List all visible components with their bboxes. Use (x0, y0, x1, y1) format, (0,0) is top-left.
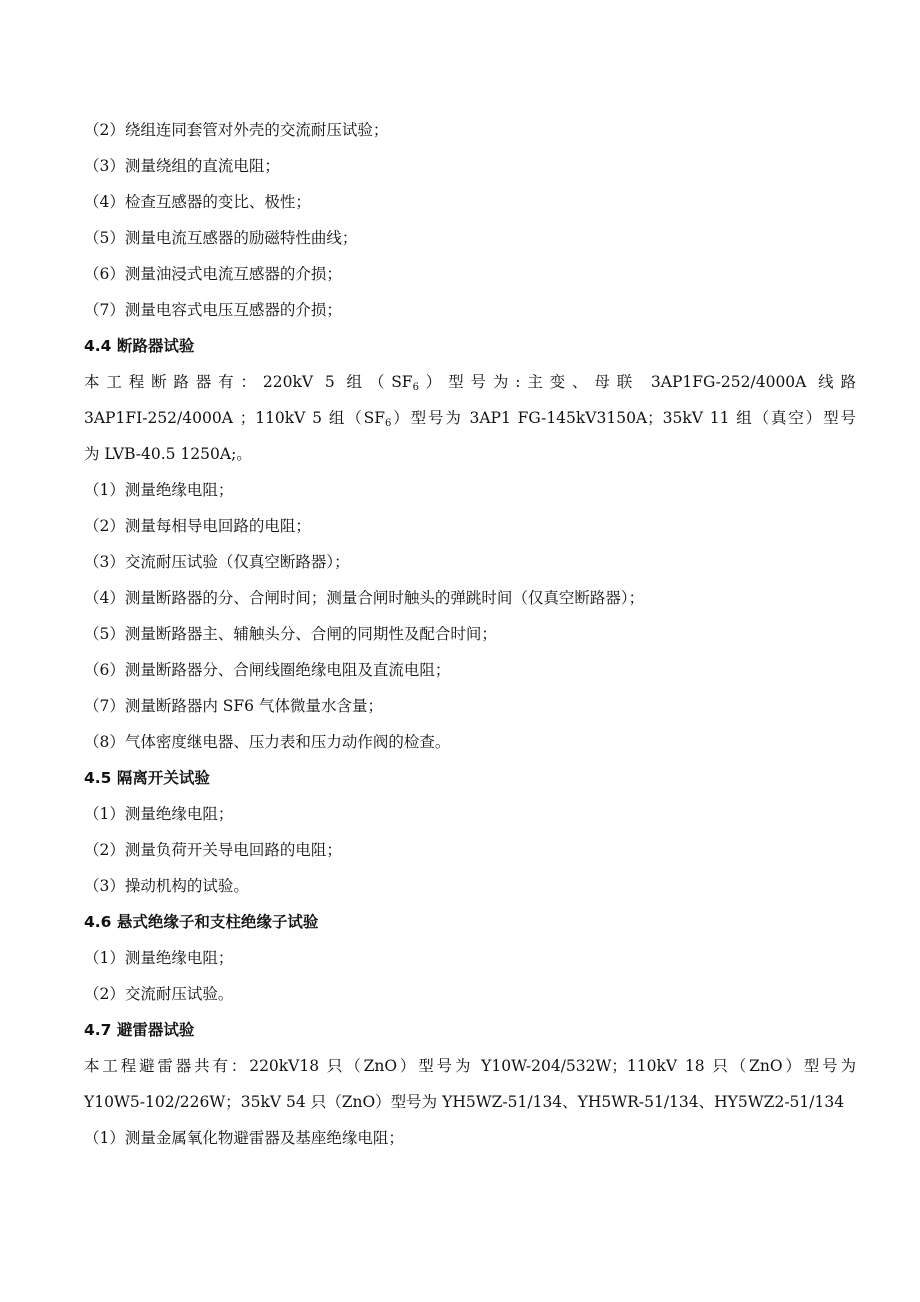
intro-paragraph-line (84, 400, 856, 436)
intro-text: 本工程断路器有：220kV 5 组（SF (84, 373, 413, 391)
intro-paragraph-line: 本工程避雷器共有：220kV18 只（ZnO）型号为 Y10W-204/532W；110kV 18 只（ZnO）型号为 (84, 1057, 856, 1075)
list-item: （1）测量金属氧化物避雷器及基座绝缘电阻； (84, 1129, 404, 1147)
section-heading: 4.5 隔离开关试验 (84, 769, 210, 787)
list-item: （6）测量断路器分、合闸线圈绝缘电阻及直流电阻； (84, 661, 451, 679)
section-4-3-items (84, 112, 856, 328)
list-item: （6）测量油浸式电流互感器的介损； (84, 265, 342, 283)
intro-text: ）型号为:主变、母联 3AP1FG-252/4000A 线路 (418, 373, 857, 391)
list-item: （4）测量断路器的分、合闸时间；测量合闸时触头的弹跳时间（仅真空断路器）； (84, 589, 645, 607)
section-4-7 (84, 1012, 856, 1156)
list-item: （1）测量绝缘电阻； (84, 949, 234, 967)
intro-paragraph-line: 为 LVB-40.5 1250A;。 (84, 445, 252, 463)
section-heading: 4.7 避雷器试验 (84, 1021, 195, 1039)
list-item: （5）测量断路器主、辅触头分、合闸的同期性及配合时间； (84, 625, 497, 643)
intro-paragraph-line (84, 364, 856, 400)
list-item: （3）操动机构的试验。 (84, 877, 249, 895)
intro-paragraph-line: Y10W5-102/226W；35kV 54 只（ZnO）型号为 YH5WZ-51/134、YH5WR-51/134、HY5WZ2-51/134 (84, 1093, 845, 1111)
list-item: （8）气体密度继电器、压力表和压力动作阀的检查。 (84, 733, 451, 751)
list-item: （3）测量绕组的直流电阻； (84, 157, 280, 175)
document-page (84, 112, 856, 1156)
list-item: （2）测量每相导电回路的电阻； (84, 517, 311, 535)
list-item: （3）交流耐压试验（仅真空断路器）； (84, 553, 350, 571)
intro-text: 3AP1FI-252/4000A ；110kV 5 组（SF (84, 409, 385, 427)
section-heading: 4.6 悬式绝缘子和支柱绝缘子试验 (84, 913, 319, 931)
list-item: （2）交流耐压试验。 (84, 985, 234, 1003)
section-4-4 (84, 328, 856, 760)
list-item: （7）测量电容式电压互感器的介损； (84, 301, 342, 319)
subscript: 6 (384, 418, 392, 429)
list-item: （2）测量负荷开关导电回路的电阻； (84, 841, 342, 859)
list-item: （2）绕组连同套管对外壳的交流耐压试验； (84, 121, 389, 139)
subscript: 6 (412, 382, 419, 393)
section-4-6 (84, 904, 856, 1012)
section-heading: 4.4 断路器试验 (84, 337, 195, 355)
section-4-5 (84, 760, 856, 904)
list-item: （1）测量绝缘电阻； (84, 805, 234, 823)
list-item: （7）测量断路器内 SF6 气体微量水含量； (84, 697, 383, 715)
list-item: （4）检查互感器的变比、极性； (84, 193, 311, 211)
list-item: （5）测量电流互感器的励磁特性曲线； (84, 229, 358, 247)
list-item: （1）测量绝缘电阻； (84, 481, 234, 499)
intro-text: ）型号为 3AP1 FG-145kV3150A；35kV 11 组（真空）型号 (391, 409, 856, 427)
